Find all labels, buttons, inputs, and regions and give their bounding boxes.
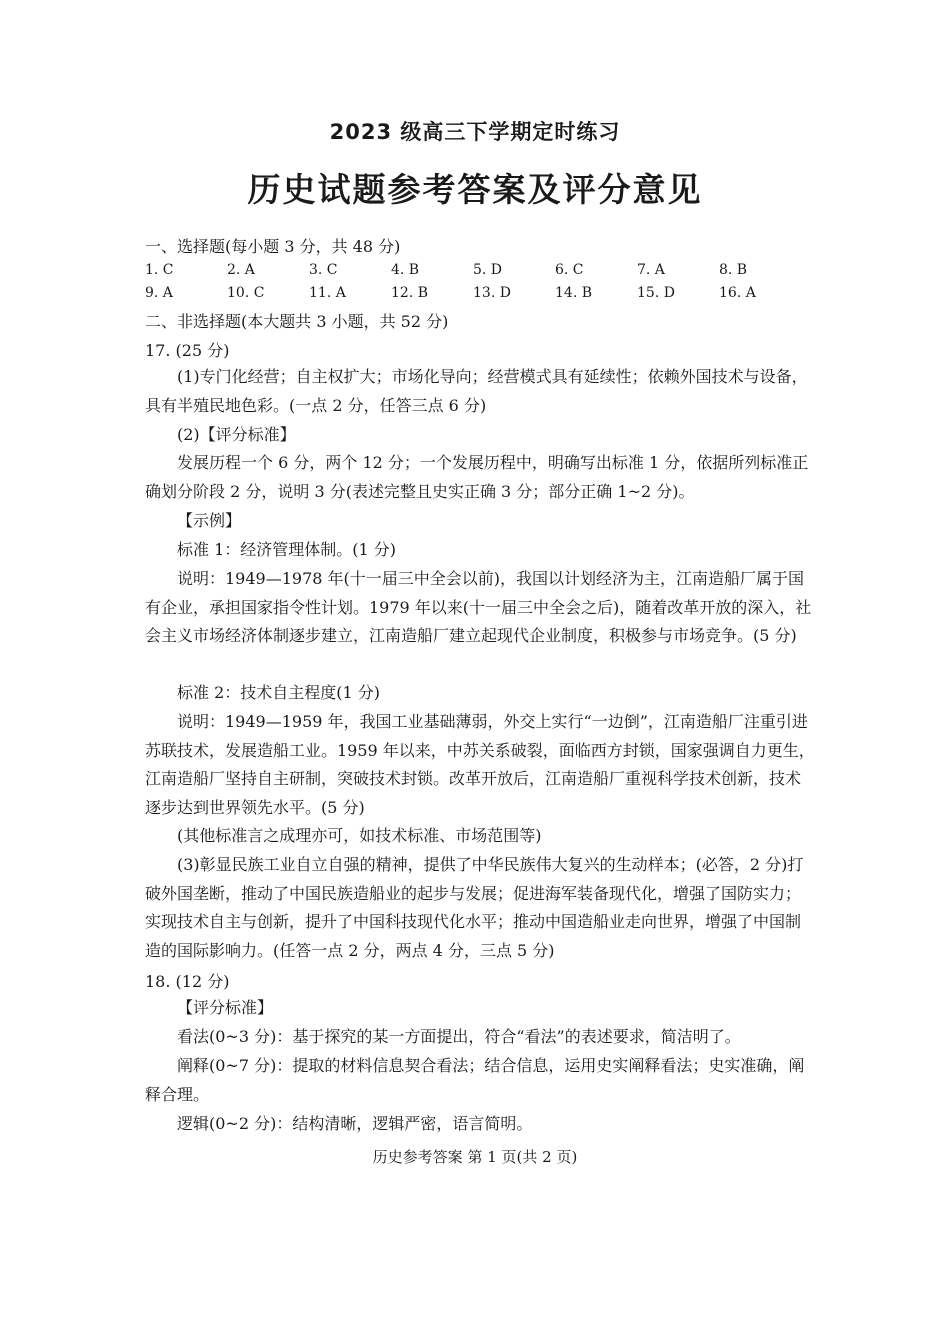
question-17-label: 17. (25 分) bbox=[145, 341, 230, 360]
answer-cell: 1. C bbox=[145, 261, 174, 278]
answer-cell: 12. B bbox=[391, 284, 429, 301]
answer-cell: 10. C bbox=[227, 284, 265, 301]
q18-criteria-label: 【评分标准】 bbox=[177, 998, 274, 1017]
q18-criterion-logic: 逻辑(0~2 分)：结构清晰，逻辑严密，语言简明。 bbox=[177, 1114, 533, 1133]
q17-part2-criteria: 发展历程一个 6 分，两个 12 分；一个发展历程中，明确写出标准 1 分，依据所列标准正确划分阶段 2 分，说明 3 分(表述完整且史实正确 3 分；部分正确 1~2 分)。 bbox=[145, 453, 809, 501]
q18-criterion-explanation: 阐释(0~7 分)：提取的材料信息契合看法；结合信息，运用史实阐释看法；史实准确，阐释合理。 bbox=[145, 1056, 805, 1104]
answer-cell: 6. C bbox=[555, 261, 584, 278]
page-footer: 历史参考答案 第 1 页(共 2 页) bbox=[372, 1148, 578, 1166]
q17-part1-answer: (1)专门化经营；自主权扩大；市场化导向；经营模式具有延续性；依赖外国技术与设备，具有半殖民地色彩。(一点 2 分，任答三点 6 分) bbox=[145, 367, 808, 415]
q17-standard-2: 标准 2：技术自主程度(1 分) bbox=[177, 683, 381, 702]
answer-row bbox=[145, 258, 825, 281]
page-title: 历史试题参考答案及评分意见 bbox=[247, 170, 703, 209]
section-1-heading: 一、选择题(每小题 3 分，共 48 分) bbox=[145, 237, 401, 256]
section-2-heading: 二、非选择题(本大题共 3 小题，共 52 分) bbox=[145, 312, 449, 331]
answer-cell: 13. D bbox=[473, 284, 511, 301]
q17-part3-answer: (3)彰显民族工业自立自强的精神，提供了中华民族伟大复兴的生动样本；(必答，2 分)打破外国垄断，推动了中国民族造船业的起步与发展；促进海军装备现代化，增强了国防实力；实现技术自主与创新，提升了中国科技现代化水平；推动中国造船业走向世界，增强了中国制造的国际影响力。(任答一点 2 分，两点 4 分，三点 5 分) bbox=[145, 855, 804, 961]
q17-standard-1: 标准 1：经济管理体制。(1 分) bbox=[177, 540, 397, 559]
q18-criterion-view: 看法(0~3 分)：基于探究的某一方面提出，符合“看法”的表述要求，简洁明了。 bbox=[177, 1027, 741, 1046]
answer-cell: 9. A bbox=[145, 284, 173, 301]
q17-part2-label: (2)【评分标准】 bbox=[177, 425, 296, 444]
answer-cell: 4. B bbox=[391, 261, 420, 278]
answer-cell: 11. A bbox=[309, 284, 346, 301]
answer-cell: 14. B bbox=[555, 284, 593, 301]
answer-cell: 5. D bbox=[473, 261, 503, 278]
q17-explanation-2: 说明：1949—1959 年，我国工业基础薄弱，外交上实行“一边倒”，江南造船厂注重引进苏联技术，发展造船工业。1959 年以来，中苏关系破裂，面临西方封锁，国家强调自力更生，江南造船厂坚持自主研制，突破技术封锁。改革开放后，江南造船厂重视科学技术创新，技术逐步达到世界领先水平。(5 分) bbox=[145, 712, 815, 818]
q17-explanation-1: 说明：1949—1978 年(十一届三中全会以前)，我国以计划经济为主，江南造船厂属于国有企业，承担国家指令性计划。1979 年以来(十一届三中全会之后)，随着改革开放的深入，社会主义市场经济体制逐步建立，江南造船厂建立起现代企业制度，积极参与市场竞争。(5 分) bbox=[145, 569, 812, 646]
answer-cell: 7. A bbox=[637, 261, 665, 278]
answer-cell: 15. D bbox=[637, 284, 675, 301]
answer-row bbox=[145, 281, 825, 304]
q17-example-label: 【示例】 bbox=[177, 511, 242, 530]
q17-other-standards-note: (其他标准言之成理亦可，如技术标准、市场范围等) bbox=[177, 826, 542, 845]
answer-cell: 3. C bbox=[309, 261, 338, 278]
answer-cell: 16. A bbox=[719, 284, 756, 301]
choice-answer-grid bbox=[145, 258, 825, 304]
answer-cell: 8. B bbox=[719, 261, 748, 278]
answer-cell: 2. A bbox=[227, 261, 255, 278]
question-18-label: 18. (12 分) bbox=[145, 972, 230, 991]
exam-subtitle: 2023 级高三下学期定时练习 bbox=[329, 120, 621, 144]
